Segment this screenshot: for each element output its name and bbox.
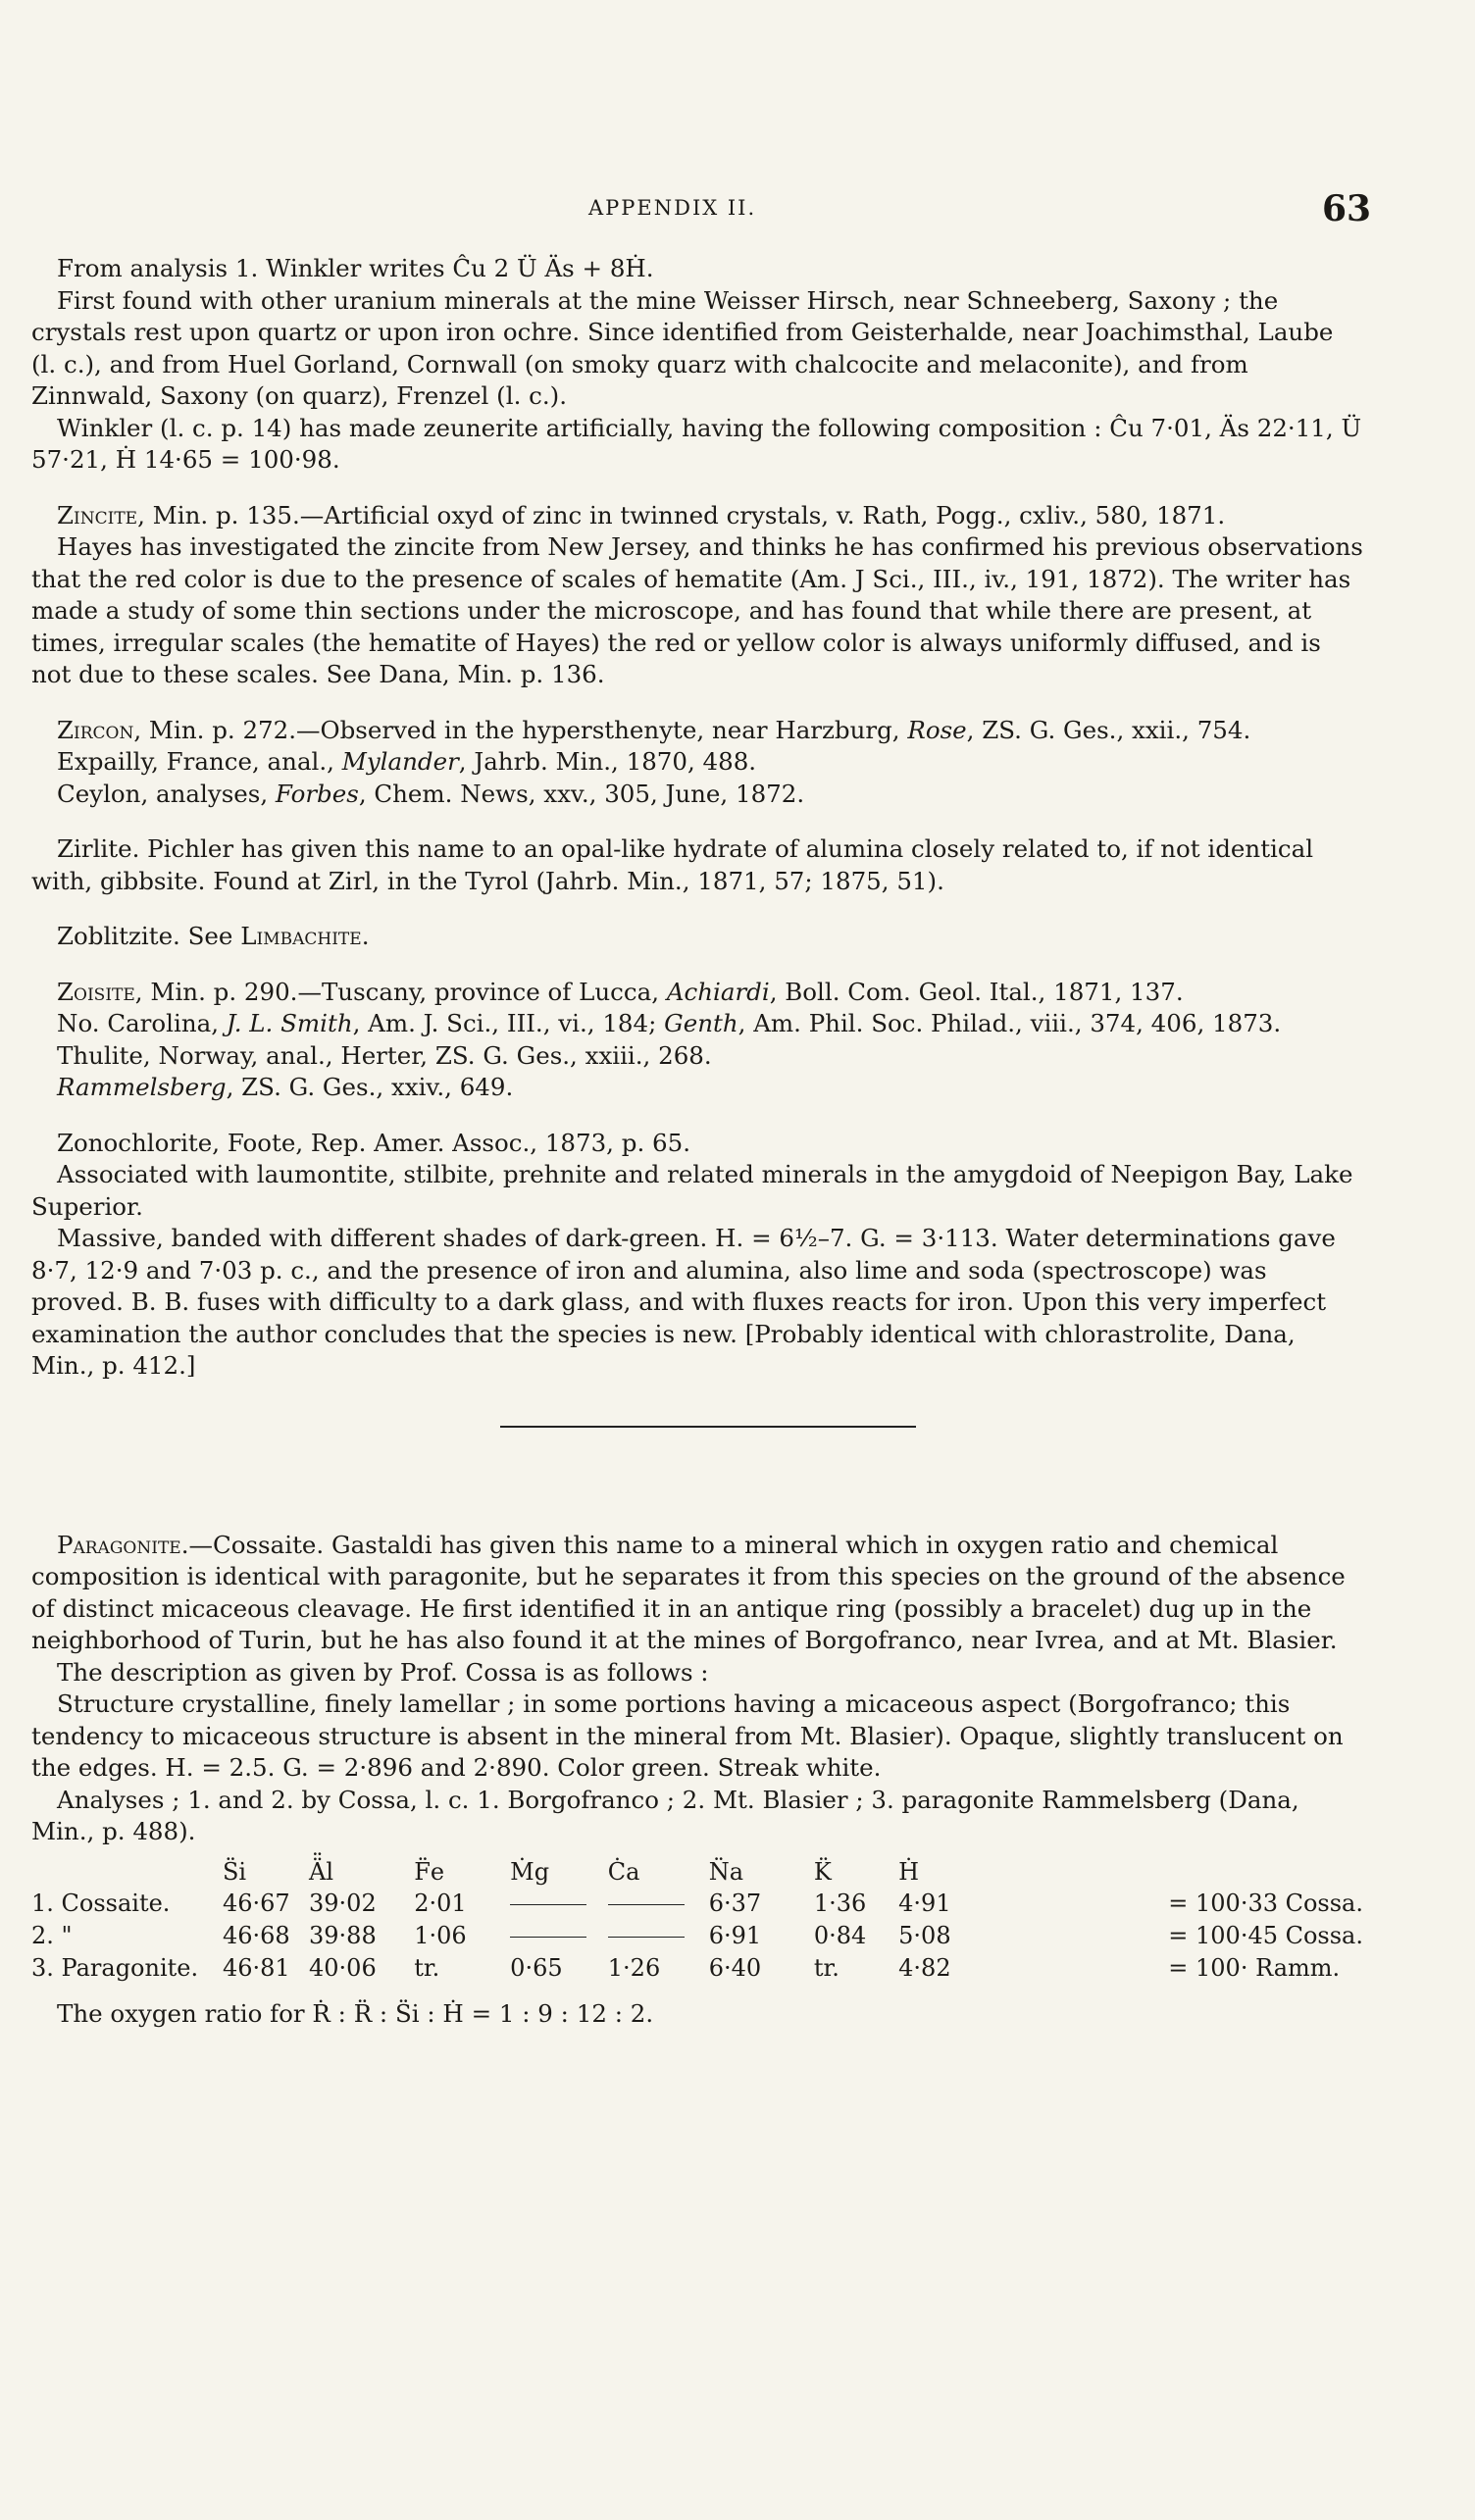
zincite-heading: Zincite bbox=[57, 500, 138, 529]
table-cell: tr. bbox=[414, 1954, 440, 1983]
empty-value-dash bbox=[608, 1937, 685, 1938]
empty-value-dash bbox=[608, 1904, 685, 1905]
section-divider bbox=[31, 1383, 1363, 1530]
author-name: Rose bbox=[907, 715, 967, 744]
table-cell: = 100·45 Cossa. bbox=[1168, 1922, 1363, 1950]
zonochlorite-paragraph-2: Massive, banded with different shades of dark-green. H. = 6½–7. G. = 3·113. Water determinations gave 8·7, 12·9 and 7·03 p. c., and the presence of iron and alumina, also lime and soda (spectroscope) was proved. B. B. fuses with difficulty to a dark glass, and with fluxes reacts for iron. Upon this very imperfect examination the author concludes that the species is new. [Probably identical with chlorastrolite, Dana, Min., p. 412.] bbox=[31, 1224, 1336, 1380]
table-cell: 1·06 bbox=[414, 1922, 467, 1950]
paragonite-paragraph-4: Analyses ; 1. and 2. by Cossa, l. c. 1. Borgofranco ; 2. Mt. Blasier ; 3. paragonite Rammelsberg (Dana, Min., p. 488). bbox=[31, 1785, 1299, 1845]
zincite-paragraph-2: Hayes has investigated the zincite from New Jersey, and thinks he has confirmed his previous observations that the red color is due to the presence of scales of hematite (Am. J Sci., III., iv., 191, 1872). The writer has made a study of some thin sections under the microscope, and has found that while there are present, at times, irregular scales (the hematite of Hayes) the red or yellow color is always uniformly diffused, and is not due to these scales. See Dana, Min. p. 136. bbox=[31, 532, 1363, 688]
zonochlorite-heading: Zonochlorite, Foote, Rep. Amer. Assoc., 1873, p. 65. bbox=[57, 1128, 690, 1157]
page-number: 63 bbox=[1322, 188, 1372, 229]
author-name: J. L. Smith bbox=[226, 1009, 353, 1037]
table-cell: 2. " bbox=[31, 1922, 73, 1950]
column-header: S̈i bbox=[222, 1857, 247, 1886]
author-name: Rammelsberg bbox=[57, 1073, 227, 1101]
table-cell: 40·06 bbox=[309, 1954, 377, 1983]
column-header bbox=[1168, 1856, 1363, 1889]
zoisite-heading: Zoisite bbox=[57, 977, 135, 1006]
author-name: Achiardi bbox=[666, 977, 770, 1006]
column-header: N̈a bbox=[708, 1857, 744, 1886]
table-cell bbox=[510, 1920, 608, 1952]
table-cell: 0·65 bbox=[510, 1954, 563, 1983]
column-header bbox=[31, 1856, 223, 1889]
zircon-heading: Zircon bbox=[57, 715, 134, 744]
table-cell: 2·01 bbox=[414, 1890, 467, 1918]
zeunerite-formula-paragraph: From analysis 1. Winkler writes Ĉu 2 Ü Äs + 8Ḣ. bbox=[57, 254, 654, 282]
horizontal-rule bbox=[500, 1426, 916, 1428]
zincite-paragraph-1 bbox=[31, 500, 1363, 532]
column-header: F̈e bbox=[414, 1857, 445, 1886]
zirlite-entry bbox=[31, 833, 1363, 897]
column-header: K̈ bbox=[813, 1857, 832, 1886]
table-cell: 5·08 bbox=[898, 1922, 951, 1950]
running-title: APPENDIX II. bbox=[588, 196, 757, 220]
table-cell: 39·02 bbox=[309, 1890, 377, 1918]
column-header: Ċa bbox=[607, 1857, 640, 1886]
oxygen-ratio: The oxygen ratio for Ṙ : R̈ : S̈i : Ḣ = 1 : 9 : 12 : 2. bbox=[57, 1999, 654, 2028]
paragonite-paragraph-3: Structure crystalline, finely lamellar ; in some portions having a micaceous aspect (Borgofranco; this tendency to micaceous structure is absent in the mineral from Mt. Blasier). Opaque, slightly translucent on the edges. H. = 2.5. G. = 2·896 and 2·890. Color green. Streak white. bbox=[31, 1689, 1344, 1782]
table-cell: 1. Cossaite. bbox=[31, 1890, 171, 1918]
table-cell: 46·67 bbox=[222, 1890, 290, 1918]
table-cell: 1·36 bbox=[813, 1890, 867, 1918]
zirlite-paragraph: Zirlite. Pichler has given this name to an opal-like hydrate of alumina closely related to, if not identical with, gibbsite. Found at Zirl, in the Tyrol (Jahrb. Min., 1871, 57; 1875, 51). bbox=[31, 834, 1314, 895]
table-cell: 6·91 bbox=[708, 1922, 762, 1950]
paragonite-heading: Paragonite bbox=[57, 1530, 181, 1559]
analyses-table bbox=[31, 1856, 1363, 1986]
table-cell: = 100·33 Cossa. bbox=[1168, 1890, 1363, 1918]
zoisite-paragraph-3: Thulite, Norway, anal., Herter, ZS. G. Ges., xxiii., 268. bbox=[57, 1040, 712, 1070]
table-cell: 1·26 bbox=[607, 1954, 661, 1983]
column-header: Ḣ bbox=[898, 1857, 920, 1886]
paragonite-paragraph-2: The description as given by Prof. Cossa is as follows : bbox=[57, 1657, 709, 1687]
author-name: Genth bbox=[664, 1009, 738, 1037]
zeunerite-artificial-paragraph: Winkler (l. c. p. 14) has made zeunerite artificially, having the following composition : Ĉu 7·01, Äs 22·11, Ü 57·21, Ḣ 14·65 = 100·98. bbox=[31, 413, 1362, 474]
page-body bbox=[31, 253, 1363, 2031]
zincite-reference: , Min. p. 135.—Artificial oxyd of zinc in twinned crystals, v. Rath, Pogg., cxliv., 580, 1871. bbox=[137, 500, 1226, 529]
zircon-paragraph-3: Ceylon, analyses, Forbes, Chem. News, xxv., 305, June, 1872. bbox=[57, 779, 805, 808]
table-cell: tr. bbox=[813, 1954, 839, 1983]
table-cell: 4·91 bbox=[898, 1890, 951, 1918]
table-cell: 3. Paragonite. bbox=[31, 1954, 199, 1983]
column-header: Ä̈l bbox=[309, 1857, 334, 1886]
zeunerite-entry bbox=[31, 253, 1363, 477]
zoisite-paragraph-4: Rammelsberg, ZS. G. Ges., xxiv., 649. bbox=[57, 1073, 514, 1101]
empty-value-dash bbox=[510, 1904, 586, 1905]
zonochlorite-paragraph-1: Associated with laumontite, stilbite, prehnite and related minerals in the amygdoid of Neepigon Bay, Lake Superior. bbox=[31, 1160, 1353, 1221]
zeunerite-localities-paragraph: First found with other uranium minerals at the mine Weisser Hirsch, near Schneeberg, Saxony ; the crystals rest upon quartz or upon iron ochre. Since identified from Geisterhalde, near Joachimsthal, Laube (l. c.), and from Huel Gorland, Cornwall (on smoky quarz with chalcocite and melaconite), and from Zinnwald, Saxony (on quarz), Frenzel (l. c.). bbox=[31, 285, 1334, 410]
table-cell: 46·68 bbox=[222, 1922, 290, 1950]
column-header: Ṁg bbox=[510, 1857, 550, 1886]
zircon-entry bbox=[31, 715, 1363, 811]
paragonite-paragraph-1: Paragonite.—Cossaite. Gastaldi has given this name to a mineral which in oxygen ratio and chemical composition is identical with paragonite, but he separates it from this species on the ground of the absence of distinct micaceous cleavage. He first identified it in an antique ring (possibly a bracelet) dug up in the neighborhood of Turin, but he has also found it at the mines of Borgofranco, near Ivrea, and at Mt. Blasier. bbox=[31, 1530, 1346, 1654]
zincite-entry bbox=[31, 500, 1363, 691]
table-cell bbox=[510, 1888, 608, 1920]
zoisite-entry bbox=[31, 977, 1363, 1104]
table-cell: 46·81 bbox=[222, 1954, 290, 1983]
table-cell: = 100· Ramm. bbox=[1168, 1954, 1341, 1983]
table-cell bbox=[608, 1888, 709, 1920]
zoblitzite-paragraph: Zoblitzite. See Limbachite. bbox=[57, 922, 370, 950]
zoisite-paragraph-1: Zoisite, Min. p. 290.—Tuscany, province of Lucca, Achiardi, Boll. Com. Geol. Ital., 1871, 137. bbox=[57, 977, 1184, 1006]
table-cell: 6·40 bbox=[708, 1954, 762, 1983]
author-name: Forbes bbox=[275, 779, 359, 808]
table-cell: 0·84 bbox=[813, 1922, 867, 1950]
paragonite-entry bbox=[31, 1530, 1363, 2031]
zircon-paragraph-2: Expailly, France, anal., Mylander, Jahrb. Min., 1870, 488. bbox=[57, 747, 757, 776]
table-cell: 39·88 bbox=[309, 1922, 377, 1950]
zonochlorite-entry bbox=[31, 1128, 1363, 1383]
table-row bbox=[31, 1888, 1363, 1920]
zirlite-heading: Zirlite. bbox=[57, 834, 140, 863]
table-row bbox=[31, 1920, 1363, 1952]
zircon-paragraph-1: Zircon, Min. p. 272.—Observed in the hypersthenyte, near Harzburg, Rose, ZS. G. Ges., xxii., 754. bbox=[57, 715, 1251, 744]
table-cell bbox=[608, 1920, 709, 1952]
author-name: Mylander bbox=[341, 747, 459, 776]
zoblitzite-heading: Zoblitzite. bbox=[57, 922, 180, 950]
zoblitzite-entry bbox=[31, 921, 1363, 953]
table-cell: 6·37 bbox=[708, 1890, 762, 1918]
zoisite-paragraph-2: No. Carolina, J. L. Smith, Am. J. Sci., III., vi., 184; Genth, Am. Phil. Soc. Philad., viii., 374, 406, 1873. bbox=[57, 1009, 1282, 1037]
table-row bbox=[31, 1952, 1363, 1985]
table-cell: 4·82 bbox=[898, 1954, 951, 1983]
empty-value-dash bbox=[510, 1937, 586, 1938]
page-header bbox=[0, 188, 1475, 235]
analyses-header-row bbox=[31, 1856, 1363, 1889]
cross-reference: Limbachite bbox=[240, 922, 362, 950]
